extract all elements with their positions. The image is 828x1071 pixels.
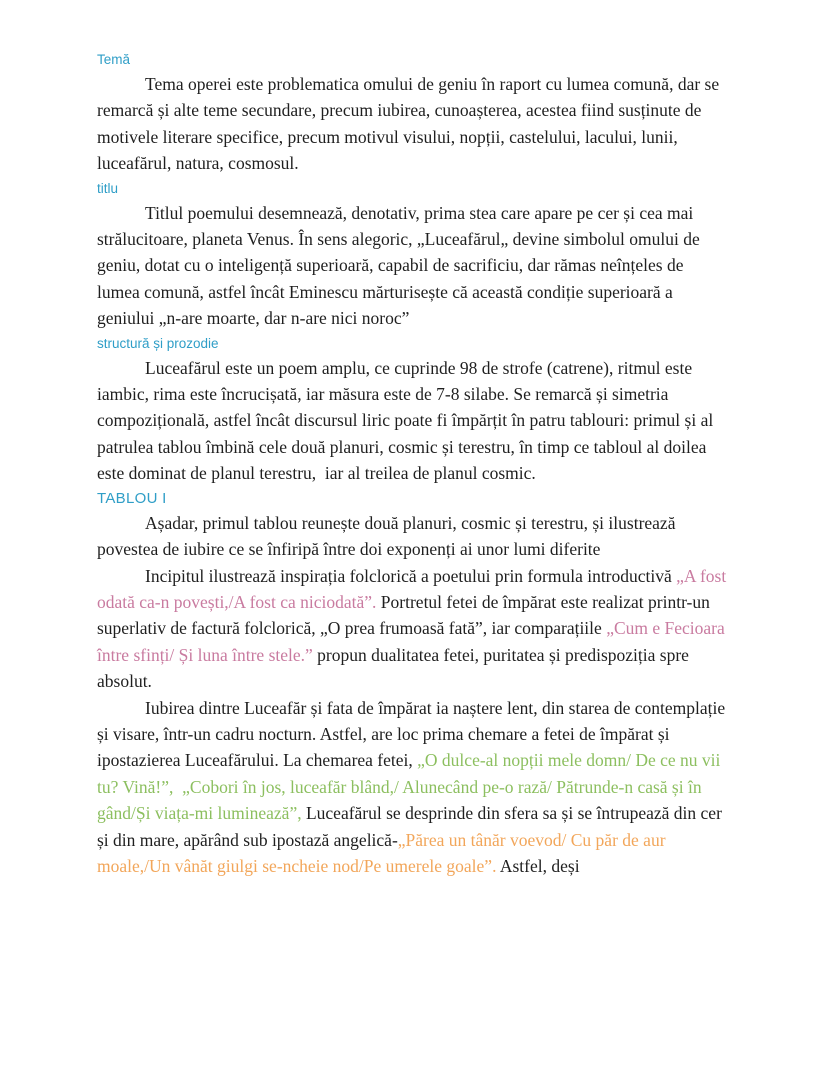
paragraph: [97, 510, 730, 563]
text-run: Titlul poemului desemnează, denotativ, prima stea care apare pe cer și cea mai strălucitoare, planeta Venus. În sens alegoric, „Luceafărul„ devine simbolul omului de geniu, dotat cu o inteligență superioară, capabil de sacrificiu, dar rămas neînțeles de lumea comună, astfel încât Eminescu mărturisește că această condiție superioară a geniului „n-are moarte, dar n-are nici noroc”: [97, 202, 705, 329]
quote-run: „Cobori în jos, luceafăr blând,/ Alunecând pe-o rază/ Pătrunde-n casă și în gând/Și viața-mi luminează”,: [97, 776, 706, 824]
document-body: [97, 50, 730, 879]
section-heading: Temă: [97, 52, 131, 67]
text-run: Luceafărul se desprinde din sfera sa și se întrupează din cer și din mare, apărând sub ipostază angelică-: [97, 803, 727, 850]
section-heading: structură și prozodie: [97, 335, 219, 351]
quote-run: „Cum e Fecioara între sfinți/ Și luna între stele.”: [97, 618, 730, 665]
text-run: Portretul fetei de împărat este realizat printr-un superlativ de factură folclorică, „O prea frumoasă fată”, iar comparațiile: [97, 591, 715, 639]
text-run: Incipitul ilustrează inspirația folclorică a poetului prin formula introductivă: [145, 565, 677, 586]
quote-run: „Părea un tânăr voevod/ Cu păr de aur moale,/Un vânăt giulgi se-ncheie nod/Pe umerele goale”.: [97, 829, 670, 876]
text-run: Iubirea dintre Luceafăr și fata de împărat ia naștere lent, din starea de contemplație și visare, într-un cadru nocturn. Astfel, are loc prima chemare a fetei de împărat și ipostazierea Luceafărului. La chemarea fetei,: [97, 697, 730, 771]
quote-run: „O dulce-al nopții mele domn/ De ce nu vii tu? Vină!”,: [97, 750, 725, 797]
text-run: [173, 777, 182, 797]
paragraph: [97, 695, 730, 880]
text-run: Astfel, deși: [496, 855, 580, 876]
paragraph: [97, 563, 730, 695]
paragraph: [97, 71, 730, 177]
quote-run: „A fost odată ca-n povești,/A fost ca niciodată”.: [97, 565, 731, 612]
text-run: Luceafărul este un poem amplu, ce cuprinde 98 de strofe (catrene), ritmul este iambic, rima este încrucișată, iar măsura este de 7-8 silabe. Se remarcă și simetria compozițională, astfel încât discursul liric poate fi împărțit în patru tablouri: primul și al patrulea tablou îmbină cele două planuri, cosmic și terestru, în timp ce tabloul al doilea este dominat de planul terestru, iar al treilea de planul cosmic.: [97, 357, 718, 484]
text-run: Tema operei este problematica omului de geniu în raport cu lumea comună, dar se remarcă și alte teme secundare, precum iubirea, cunoașterea, acestea fiind susținute de motivele literare specifice, precum motivul visului, nopții, castelului, lacului, lunii, luceafărul, natura, cosmosul.: [97, 74, 724, 174]
section-heading: titlu: [97, 180, 119, 196]
paragraph: [97, 355, 730, 487]
text-run: Așadar, primul tablou reunește două planuri, cosmic și terestru, și ilustrează povestea de iubire ce se înfiripă între doi exponenți ai unor lumi diferite: [97, 512, 680, 560]
section-heading: TABLOU I: [97, 489, 167, 507]
text-run: propun dualitatea fetei, puritatea și predispoziția spre absolut.: [97, 644, 694, 692]
paragraph: [97, 200, 730, 332]
